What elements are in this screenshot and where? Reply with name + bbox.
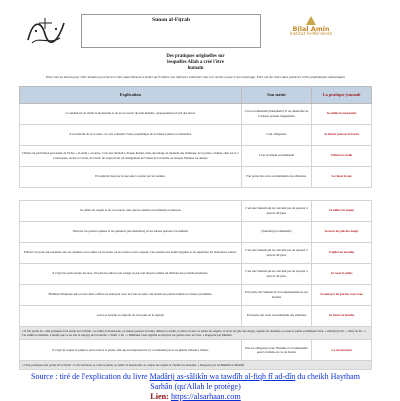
page-subtitle: [19, 54, 372, 71]
table-row: [20, 103, 372, 124]
table-row: [20, 221, 372, 242]
cell-pratique: S'épiler les aisselles: [312, 242, 372, 263]
table-row: [20, 145, 372, 166]
cell-explication: Laver sa bouche en aspirant de l'eau puis en la rejetant: [20, 305, 242, 326]
cell-pratique: Se tailler la moustache: [312, 103, 372, 124]
subtitle-line-2: lesquelles Allah a créé l'être: [167, 59, 224, 65]
cell-pratique: Se nettoyer les parties avec l'eau: [312, 284, 372, 305]
cell-statut: C'est obligatoire: [241, 124, 311, 145]
intro-text: Elles sont au besoin pour l'être humain qui tend vers elles naturellement à mettre qu'il reflexe non influence extérieure tout à le recette ou par à son entourage. Elles ont été citées dans plusieurs récits prophétiques authentiques: [46, 75, 345, 80]
table-spacer: [20, 187, 372, 200]
cell-explication: Enlever les poils qui poussent sous les aisselles et les épiler en les tirant, en les rasant ou les coupant. Cela permet une bonne hygiène et de supprimer les mauvaises odeurs.: [20, 242, 242, 263]
cell-pratique: Se rincer le nez: [312, 166, 372, 187]
institute-logo-icon: [306, 16, 316, 25]
cell-pratique: La circoncision: [312, 339, 372, 360]
column-header-explication: Explication: [20, 86, 242, 103]
subtitle-line-3: humain: [187, 65, 204, 71]
cell-explication: La sunnah est de tailler la moustache et de la raccourcir de telle manière, qu'apparaisse le bord des lèvres: [20, 103, 242, 124]
cell-explication: Il est interdit de se la raser, car cela contredit l'ordre prophétique de la laisser pousser et abondante: [20, 124, 242, 145]
source-prefix: Source : tiré de l'explication du livre: [31, 372, 150, 382]
book-title: Sunan al-Fiṭrah: [151, 17, 191, 23]
link-label: Lien:: [150, 392, 169, 401]
document-page: [19, 12, 372, 401]
source-suffix: du cheikh Haytham Sarhân (qu'Allah le protège): [150, 372, 360, 391]
table-row: [20, 124, 372, 145]
cell-explication: Il s'agit des poils autour du sexe. On peut les enlever par rasage ou par tout moyen comme un utilisant des produits modernes.: [20, 263, 242, 284]
column-header-statut: Son statut: [241, 86, 311, 103]
book-title-box: [81, 14, 261, 48]
cell-statut: C'est recommandé (mustaḥabb). Il est détestable de la laisser pousser longuement: [241, 103, 311, 124]
calligraphy-logo: [25, 14, 67, 48]
cell-pratique: Se rincer la bouche: [312, 305, 372, 326]
column-header-pratique: La pratique (sunnah: [312, 86, 372, 103]
cell-statut: C'est une Sunnah qui ne convient pas de reporter à plus de 40 jours: [241, 200, 311, 221]
cell-pratique: Utiliser le siwāk: [312, 145, 372, 166]
cell-statut: (Sunnah) (recommandé): [241, 221, 311, 242]
subtitle-line-1: Des pratiques originelles sur: [166, 54, 225, 59]
institute-name: Bilal Amin: [292, 25, 330, 33]
cell-statut: Fait partie des actes recommandés des ablutions: [241, 305, 311, 326]
header: [19, 12, 372, 52]
table-row: [20, 200, 372, 221]
table-header-row: [20, 86, 372, 103]
source-citation: [19, 372, 372, 391]
table-row: [20, 242, 372, 263]
cell-pratique: Se raser le pubis: [312, 263, 372, 284]
cell-explication: Éliminer l'impureté qui sort des deux orifices en nettoyant avec de l'eau ou autre. On nettoie les parties intimes et à leurs proximités.: [20, 284, 242, 305]
sunnah-table: [19, 86, 372, 371]
table-row: [20, 263, 372, 284]
table-row: [20, 339, 372, 360]
hadith-note: [20, 326, 372, 339]
cell-statut: C'est une Sunnah qui ne convient pas de reporter à plus de 40 jours: [241, 242, 311, 263]
table-row: [20, 284, 372, 305]
cell-statut: C'est vivement recommandé: [241, 145, 311, 166]
hadith-note-text: « Cinq pratiques font partie de la Fiṭrah : la circoncision, se raser le pubis, se tailler la moustache, se couper les ongles et s'épiler les aisselles. » Rapporté par Al-Bukhârî et Muslim: [20, 360, 372, 369]
institute-logo: [271, 16, 351, 48]
cell-explication: Se tailler les ongles et les raccourcir, sans que les saletés s'accumulent en dessous: [20, 200, 242, 221]
institute-tagline: Institut Al-Ma'dinah: [289, 31, 333, 37]
cell-statut: Elle est obligatoire pour l'homme et recommandée pour la femme en cas de besoin: [241, 339, 311, 360]
cell-statut: C'est une Sunnah qui ne convient pas de reporter à plus de 40 jours: [241, 263, 311, 284]
table-row: [20, 166, 372, 187]
table-row: [20, 305, 372, 326]
cell-statut: Fait partie des actes recommandés des ablutions.: [241, 166, 311, 187]
source-link[interactable]: https://alsarhaan.com: [170, 392, 241, 401]
cell-explication: En aspirant l'eau par le nez puis la rejeter par les narines.: [20, 166, 242, 187]
cell-explication: Utiliser un petit bâton provenant de l'arbre « al-Arâk » ou autre. C'est une Sunnah à chaque instant, mais davantage au moment des ablutions, de la prière, d'entrer chez soi et à la mosquée, de lire le Coran, de réveil, de s'apercevoir un changement de l'odeur de la bouche ou lorsque l'haleine est altérée: [20, 145, 242, 166]
cell-pratique: Se laver les plis des doigts: [312, 221, 372, 242]
cell-pratique: Se laisser pousser la barbe: [312, 124, 372, 145]
cell-explication: Nettoyer les parties repliées et les jointures (des membres) où les saletés peuvent s'accumuler: [20, 221, 242, 242]
source-book-title: Madârij as-sâlikîn wa tawdîh al-fiqh fî ad-dîn: [149, 372, 296, 382]
hadith-note: [20, 360, 372, 369]
cell-explication: Il s'agit de couper le prépuce qui recouvre le gland, afin que les impuretés ne s'y accumulent pas et ne gênent l'absence d'urine: [20, 339, 242, 360]
hadith-note-text: « Il fait partie de « Dix pratiques font partie de la Fiṭrah : se tailler la moustache, se laisser pousser la barbe, utiliser le siwāk, se rincer le nez, se tailler les ongles, se laver les plis des doigts, s'épiler les aisselles, se raser le pubis et diminuer l'eau. » Zakariyyâ dit : « Muṣʿab dit : « J'ai oublié la dixième, à moins que ce ne soit le rinçage de la bouche. » Wakîʿ a dit : « Diminuer l'eau signifie se nettoyer les parties avec de l'eau. » Rapporté par Muslim: [20, 326, 372, 339]
cell-pratique: Se tailler les ongles: [312, 200, 372, 221]
cell-statut: Fait partie des Sunnah de l'accomplissement de ses besoins: [241, 284, 311, 305]
